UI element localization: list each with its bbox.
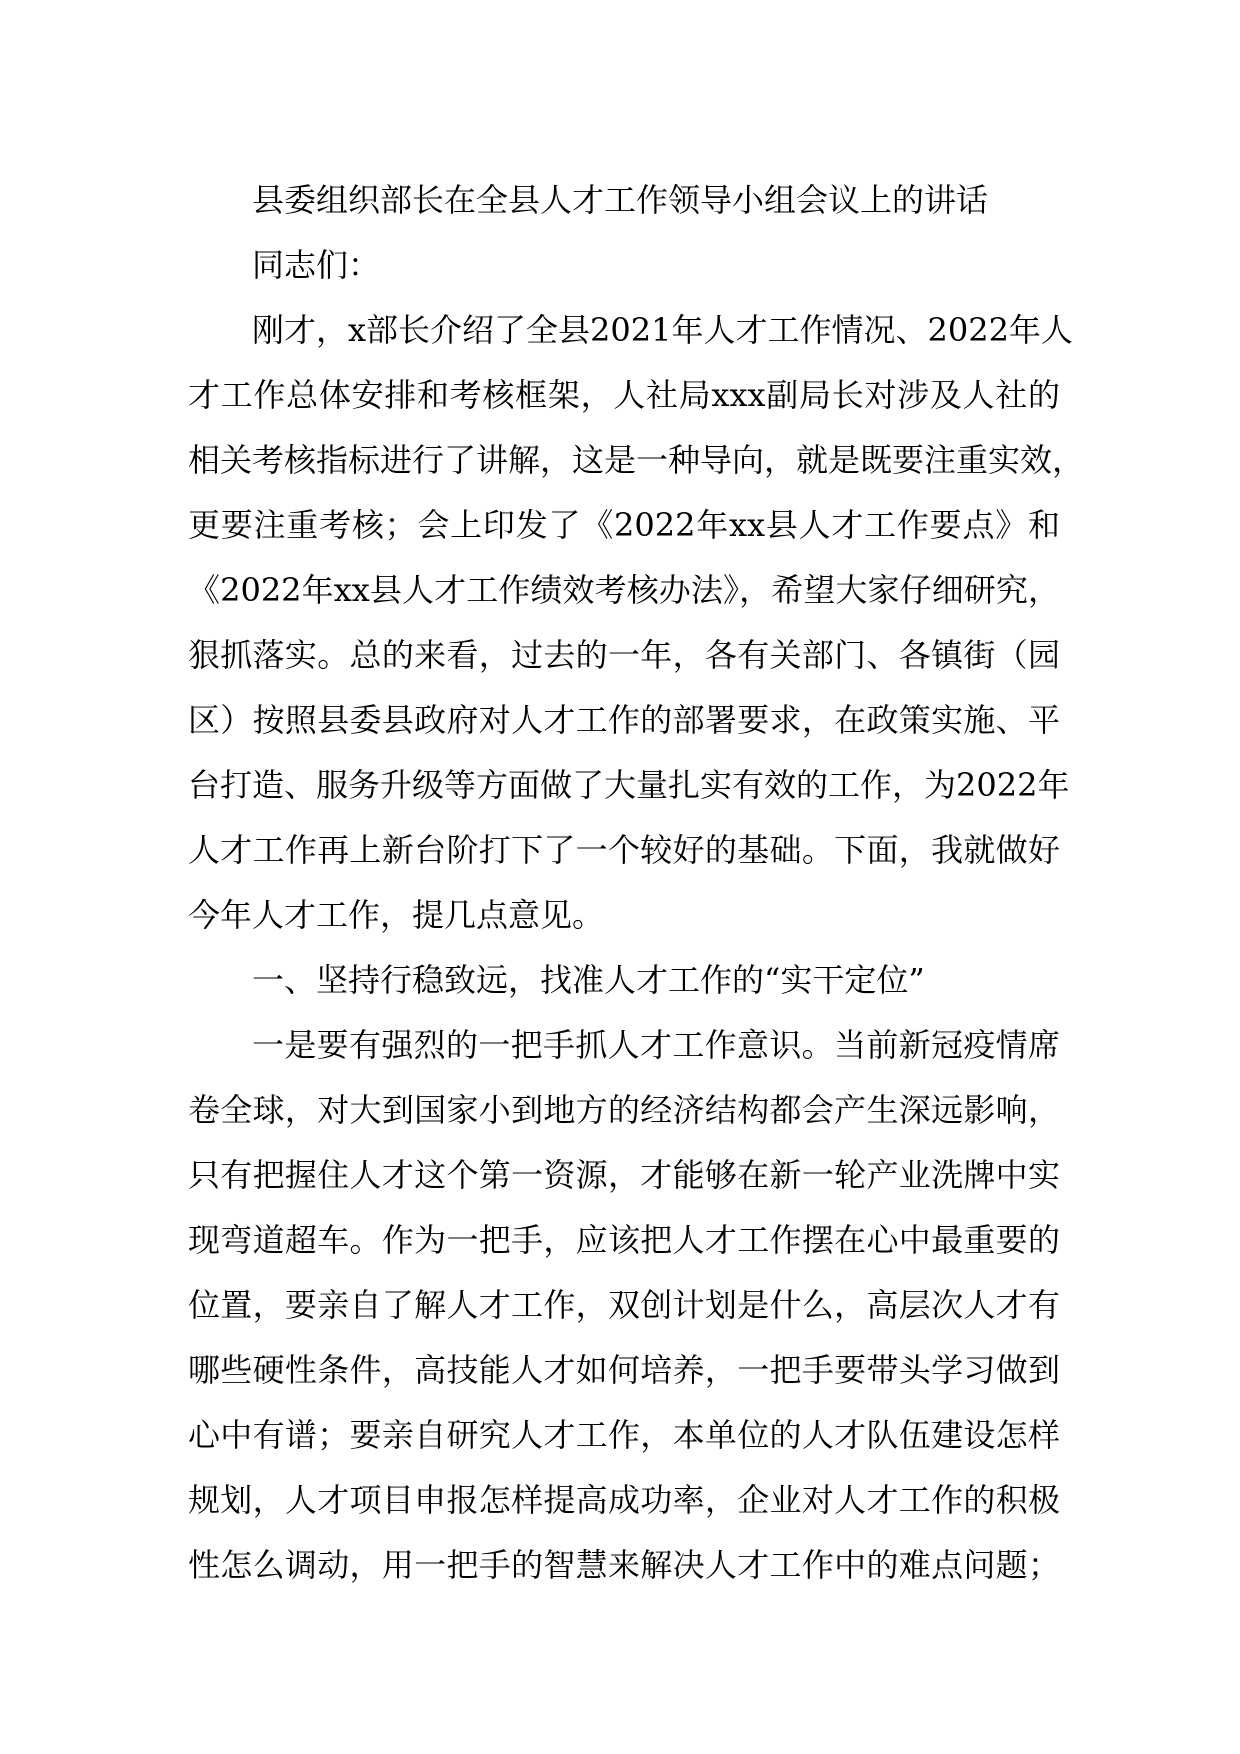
text-line: 心中有谱；要亲自研究人才工作，本单位的人才队伍建设怎样 xyxy=(188,1416,1060,1454)
text-line: 性怎么调动，用一把手的智慧来解决人才工作中的难点问题； xyxy=(188,1546,1060,1584)
text-line: 刚才，x部长介绍了全县2021年人才工作情况、2022年人 xyxy=(252,311,1073,349)
document-title: 县委组织部长在全县人才工作领导小组会议上的讲话 xyxy=(252,181,989,219)
paragraph-intro xyxy=(188,298,1085,948)
section-heading-text: 一、坚持行稳致远，找准人才工作的“实干定位” xyxy=(252,961,925,999)
text-line: 只有把握住人才这个第一资源，才能够在新一轮产业洗牌中实 xyxy=(188,1156,1060,1194)
text-line: 狠抓落实。总的来看，过去的一年，各有关部门、各镇街（园 xyxy=(188,636,1060,674)
text-line: 台打造、服务升级等方面做了大量扎实有效的工作，为2022年 xyxy=(188,766,1070,804)
text-line: 今年人才工作，提几点意见。 xyxy=(188,896,605,934)
text-line: 区）按照县委县政府对人才工作的部署要求，在政策实施、平 xyxy=(188,701,1060,739)
text-line: 更要注重考核；会上印发了《2022年xx县人才工作要点》和 xyxy=(188,506,1060,544)
text-line: 《2022年xx县人才工作绩效考核办法》，希望大家仔细研究， xyxy=(188,571,1060,609)
text-line: 现弯道超车。作为一把手，应该把人才工作摆在心中最重要的 xyxy=(188,1221,1060,1259)
text-line: 哪些硬性条件，高技能人才如何培养，一把手要带头学习做到 xyxy=(188,1351,1060,1389)
text-line: 一是要有强烈的一把手抓人才工作意识。当前新冠疫情席 xyxy=(252,1026,1060,1064)
text-line: 相关考核指标进行了讲解，这是一种导向，就是既要注重实效， xyxy=(188,441,1085,479)
text-line: 人才工作再上新台阶打下了一个较好的基础。下面，我就做好 xyxy=(188,831,1060,869)
document-body xyxy=(188,168,1085,1598)
text-line: 规划，人才项目申报怎样提高成功率，企业对人才工作的积极 xyxy=(188,1481,1060,1519)
text-line: 才工作总体安排和考核框架，人社局xxx副局长对涉及人社的 xyxy=(188,376,1060,414)
salutation: 同志们： xyxy=(252,246,381,284)
paragraph-point-one xyxy=(188,1013,1060,1598)
section-heading xyxy=(188,948,1060,1013)
text-line: 卷全球，对大到国家小到地方的经济结构都会产生深远影响， xyxy=(188,1091,1060,1129)
text-line: 位置，要亲自了解人才工作，双创计划是什么，高层次人才有 xyxy=(188,1286,1060,1324)
